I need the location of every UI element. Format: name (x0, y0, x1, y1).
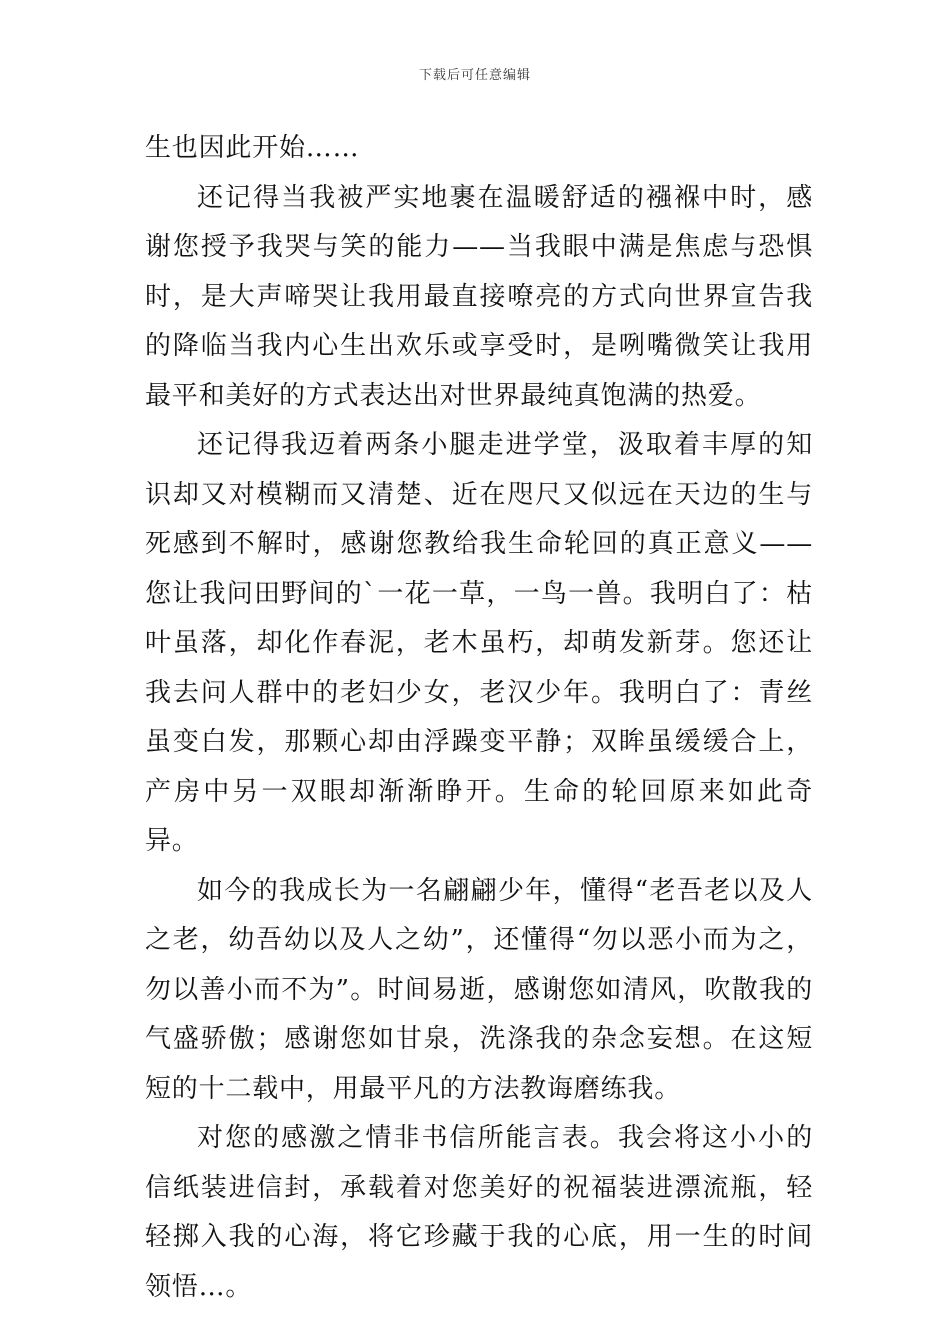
paragraph-continuation: 生也因此开始…… (145, 133, 360, 163)
paragraph: 还记得我迈着两条小腿走进学堂，汲取着丰厚的知识却又对模糊而又清楚、近在咫尺又似远在天边的生与死感到不解时，感谢您教给我生命轮回的真正意义——您让我问田野间的`一花一草，一鸟一兽。我明白了：枯叶虽落，却化作春泥，老木虽朽，却萌发新芽。您还让我去问人群中的老妇少女，老汉少年。我明白了：青丝虽变白发，那颗心却由浮躁变平静；双眸虽缓缓合上，产房中另一双眼却渐渐睁开。生命的轮回原来如此奇异。 (145, 430, 813, 856)
document-body (145, 124, 813, 1312)
page-header: 下载后可任意编辑 (418, 68, 531, 83)
paragraph: 对您的感激之情非书信所能言表。我会将这小小的信纸装进信封，承载着对您美好的祝福装进漂流瓶，轻轻掷入我的心海，将它珍藏于我的心底，用一生的时间领悟…。 (145, 1123, 813, 1302)
paragraph: 如今的我成长为一名翩翩少年，懂得“老吾老以及人之老，幼吾幼以及人之幼”，还懂得“勿以恶小而为之，勿以善小而不为”。时间易逝，感谢您如清风，吹散我的气盛骄傲；感谢您如甘泉，洗涤我的杂念妄想。在这短短的十二载中，用最平凡的方法教诲磨练我。 (145, 875, 813, 1104)
paragraph: 还记得当我被严实地裹在温暖舒适的襁褓中时，感谢您授予我哭与笑的能力——当我眼中满是焦虑与恐惧时，是大声啼哭让我用最直接嘹亮的方式向世界宣告我的降临当我内心生出欢乐或享受时，是咧嘴微笑让我用最平和美好的方式表达出对世界最纯真饱满的热爱。 (145, 182, 813, 411)
